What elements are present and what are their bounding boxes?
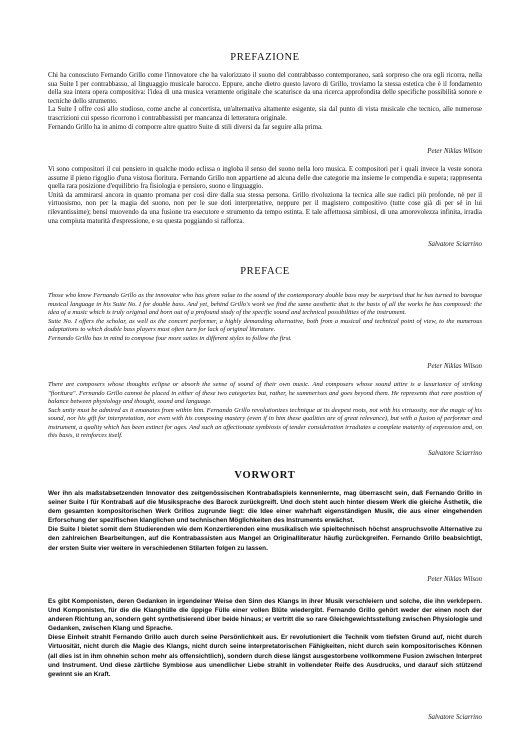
preface-part2 — [48, 381, 482, 441]
prefazione-part1 — [48, 72, 482, 132]
vorwort-paragraph-3: Es gibt Komponisten, deren Gedanken in irgendeiner Weise den Sinn des Klangs in ihrer Musik verschleiern und solche, die ihn verkörpern. Und Komponisten, für die die Klanghülle die üppige Fülle einer vollen Blüte wiedergibt. Fernando Grillo gehört weder der einen noch der anderen Richtung an, sondern geht synthetisierend über beide hinaus; er vertritt die so rare Gleichgewichtsstellung zwischen Physiologie und Gedanken, zwischen Klang und Sprache. — [48, 598, 482, 633]
preface-paragraph-4: There are composers whose thoughts eclipse or absorb the sense of sound of their own music. And composers whose sound attire is a luxuriance of striking "fioritura". Fernando Grillo cannot be placed in either of these two categories but, rather, he summerises and goes beyond them. He represents that rare position of balance between physiology and thought, sound and language. — [48, 381, 482, 405]
vorwort-paragraph-2: Die Suite I bietet somit dem Studierenden wie dem Konzertierenden eine musikalisch wie spieltechnisch höchst anspruchsvolle Alternative zu den zahlreichen Bearbeitungen, auf die Kontrabassisten aus Mangel an Originalliteratur häufig zurückgreifen. Fernando Grillo beabsichtigt, der ersten Suite vier weitere in verschiedenen Stilarten folgen zu lassen. — [48, 526, 482, 552]
preface-paragraph-5: Such unity must be admired as it emanates from within him. Fernando Grillo revolutionizes technique at its deepest roots, not with his virtuosity, nor the magic of his sound, nor his gift for interpretation, nor even with his composing mastery (even if in him these qualities are of great relevance), but with a fusion of performer and instrument, a quality which has been extinct for ages. And such an affectionate symbiosis of tender consideration irradiates a complete maturity of expression and, on this basis, it reinforces itself. — [48, 406, 482, 439]
vorwort-signature-wilson: Peter Niklas Wilson — [427, 576, 482, 583]
prefazione-signature-sciarrino: Salvatore Sciarrino — [428, 241, 482, 248]
preface-signature-wilson: Peter Niklas Wilson — [427, 363, 482, 370]
preface-part1 — [48, 292, 482, 343]
prefazione-paragraph-2: La Suite I offre così allo studioso, come anche al concertista, un'alternativa altamente esigente, sia dal punto di vista musicale che tecnico, alle numerose trascrizioni cui spesso ricorrono i contrabbassisti per mancanza di letteratura originale. — [48, 106, 482, 122]
vorwort-part2 — [48, 597, 482, 679]
vorwort-paragraph-4: Diese Einheit strahlt Fernando Grillo auch durch seine Persönlichkeit aus. Er revolutioniert die Technik vom tiefsten Grund auf, nicht durch Virtuosität, nicht durch die Magie des Klangs, nicht durch seine interpretatorischen Fähigkeiten, nicht durch sein kompositorisches Können (all dies ist in ihm ohnehin schon mehr als offensichtlich), sondern durch diese längst ausgestorbene vollkommene Fusion zwischen Interpret und Instrument. Und diese zärtliche Symbiose aus unendlicher Liebe strahlt in vollendeter Reife des Ausdrucks, und darauf sich stützend gewinnt sie an Kraft. — [48, 634, 482, 678]
prefazione-title: PREFAZIONE — [230, 52, 300, 63]
vorwort-title: VORWORT — [234, 470, 296, 481]
prefazione-part2 — [48, 166, 482, 226]
vorwort-signature-sciarrino: Salvatore Sciarrino — [428, 714, 482, 721]
preface-signature-sciarrino: Salvatore Sciarrino — [428, 450, 482, 457]
vorwort-paragraph-1: Wer ihn als maßstabsetzenden Innovator des zeitgenössischen Kontrabaßspiels kennenlernte, mag überrascht sein, daß Fernando Grillo in seiner Suite I für Kontrabaß auf die Musiksprache des Barock zurückgreift. Und doch steht auch hinter diesem Werk die gleiche Ästhetik, die dem gesamten kompositorischen Werk Grillos zugrunde liegt: die Idee einer wahrhaft eigenständigen Musik, die aus einer eingehenden Erforschung der spezifischen klanglichen und technischen Möglichkeiten des Instruments erwächst. — [48, 490, 482, 525]
preface-title: PREFACE — [240, 266, 290, 277]
preface-paragraph-2: Suite No. I offers the scholar, as well as the concert performer, a highly demanding alternative, both from a musical and technical point of view, to the numerous adaptations to which double bass players must often turn for lack of original literature. — [48, 317, 482, 333]
prefazione-paragraph-5: Unità da ammirarsi ancora in quanto promana per così dire dalla sua stessa persona. Grillo rivoluziona la tecnica alle sue radici più profonde, nè per il virtuosismo, non per la magia del suono, non per le sue doti interpretative, neppure per il magistero compositivo (tutte cose già di per sé in lui rilevantissime); bensì muovendo da una fusione tra esecutore e strumento da tempo estinta. E tale affettuosa simbiosi, di una amorevolezza infinita, irradia una compiuta maturità d'espressione, e su questa poggiando si rafforza. — [48, 191, 482, 225]
vorwort-part1 — [48, 489, 482, 553]
preface-paragraph-3: Fernando Grillo has in mind to compose four more suites in different styles to follow the first. — [48, 334, 292, 342]
prefazione-paragraph-4: Vi sono compositori il cui pensiero in qualche modo eclissa o ingloba il senso del suono nella loro musica. E compositori per i quali invece la veste sonora assume il pieno rigoglio d'una vistosa fioritura. Fernando Grillo non appartiene ad alcuna delle due categorie ma insieme le compendia e supera; rappresenta quella rara posizione d'equilibrio fra fisiologia e pensiero, suono e linguaggio. — [48, 166, 482, 191]
preface-paragraph-1: Those who know Fernando Grillo as the innovator who has given value to the sound of the contemporary double bass may be surprised that he has turned to baroque musical language in his Suite No. I for double bass. And yet, behind Grillo's work we find the same aesthetic that is the basis of all the works he has composed: the idea of a music which is truly original and born out of a profound study of the specific sound and technical possibilities of the instrument. — [48, 292, 482, 316]
prefazione-signature-wilson: Peter Niklas Wilson — [427, 148, 482, 155]
prefazione-paragraph-3: Fernando Grillo ha in animo di comporre altre quattro Suite di stili diversi da far seguire alla prima. — [48, 123, 323, 131]
prefazione-paragraph-1: Chi ha conosciuto Fernando Grillo come l'innovatore che ha valorizzato il suono del contrabbasso contemporaneo, sarà sorpreso che ora egli ricorra, nella sua Suite I per contrabbasso, al linguaggio musicale barocco. Eppure, anche dietro questo lavoro di Grillo, troviamo la stessa estetica che è il fondamento della sua intera opera compositiva: l'idea di una musica veramente originale che scaturisce da una ricerca approfondita delle specifiche possibilità sonore e tecniche dello strumento. — [48, 72, 482, 105]
